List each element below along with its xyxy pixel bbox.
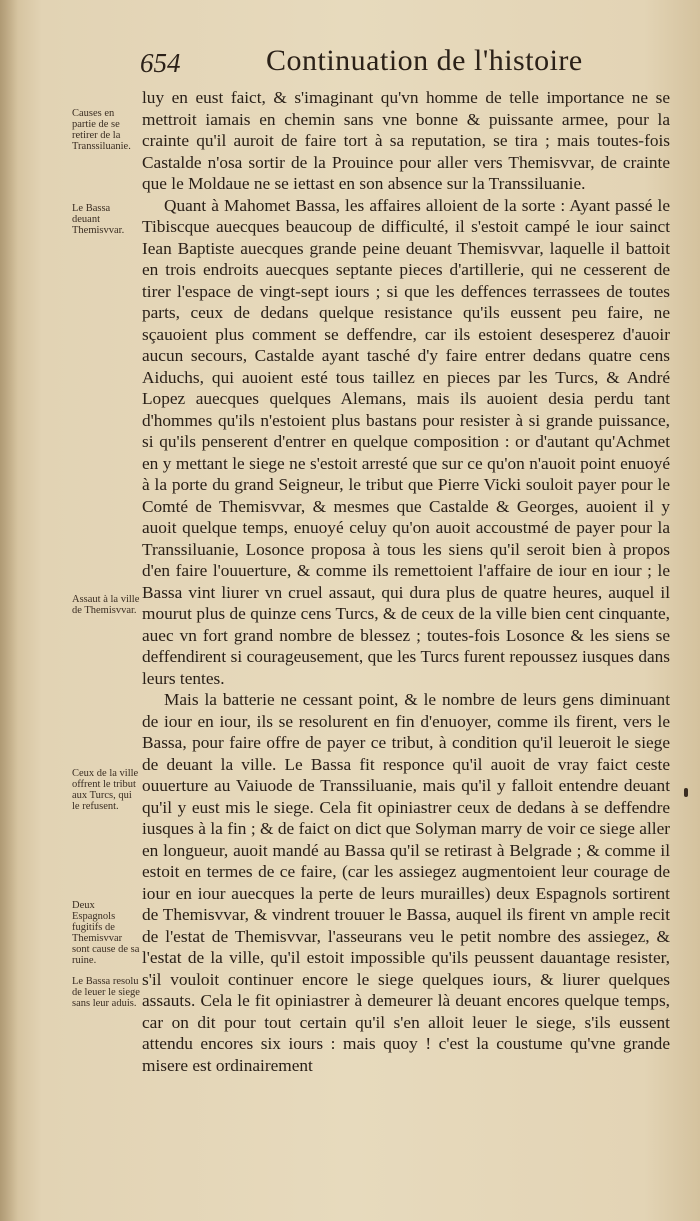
page-mark [684, 788, 688, 797]
paragraph: luy en eust faict, & s'imaginant qu'vn homme de telle importance ne se mettroit iamais en chemin sans vne bonne & puissante armee, pour la crainte qu'il auroit de faire tort à sa reputation, se tira ; mais toutes-fois Castalde n'osa sortir de la Prouince pour aller vers Themisvvar, de crainte que le Moldaue ne se iettast en son absence sur la Transsiluanie. [142, 88, 670, 193]
binding-shadow [0, 0, 18, 1221]
page-header [140, 44, 670, 86]
page-number: 654 [140, 48, 181, 78]
margin-note: Ceux de la ville offrent le tribut aux Turcs, qui le refusent. [72, 768, 139, 812]
margin-note: Deux Espagnols fugitifs de Themisvvar sont cause de sa ruine. [72, 900, 140, 966]
main-text [142, 87, 670, 1076]
margin-note: Le Bassa resolu de leuer le siege sans leur aduis. [72, 976, 140, 1009]
paragraph: Mais la batterie ne cessant point, & le nombre de leurs gens diminuant de iour en iour, ils se resolurent en fin d'enuoyer, comme ils firent, vers le Bassa, pour faire offre de payer ce tribut, à condition qu'il leueroit le siege de deuant la ville. Le Bassa fit responce qu'il auoit de vray faict ceste ouuerture au Vaiuode de Transsiluanie, mais qu'il y falloit entendre deuant qu'il y eust mis le siege. Cela fit opiniastrer ceux de dedans à se deffendre iusques à la fin ; & de faict on dict que Solyman marry de voir ce siege aller en longueur, auoit mandé au Bassa qu'il se retirast à Belgrade ; & comme il estoit en termes de ce faire, (car les assiegez augmentoient leur courage de iour en iour auecques la perte de leurs murailles) deux Espagnols sortirent de Themisvvar, & vindrent trouuer le Bassa, auquel ils firent vn ample recit de l'estat de Themisvvar, l'asseurans veu le petit nombre des assiegez, & l'estat de la ville, qu'il estoit impossible qu'ils peussent dauantage resister, s'il vouloit continuer encore le siege quelques iours, & liurer quelques assauts. Cela le fit opiniastrer à demeurer là deuant encores quelque temps, car on dit pour tout certain qu'il s'en alloit leuer le siege, s'ils eussent attendu encores six iours : mais quoy ! c'est la coustume qu'vne grande misere est ordinairement [142, 690, 670, 1075]
margin-note: Causes en partie de se retirer de la Transsiluanie. [72, 108, 131, 152]
margin-note: Le Bassa deuant Themisvvar. [72, 203, 125, 236]
margin-note: Assaut à la ville de Themisvvar. [72, 594, 140, 616]
paragraph: Quant à Mahomet Bassa, les affaires alloient de la sorte : Ayant passé le Tibiscque auecques beaucoup de difficulté, il s'estoit campé le iour sainct Iean Baptiste auecques grande peine deuant Themisvvar, laquelle il battoit en trois endroits auecques septante pieces d'artillerie, qui ne cesserent de tirer l'espace de vingt-sept iours ; si que les deffences terrassees de toutes parts, ceux de dedans quelque resistance qu'ils eussent peu faire, ne sçauoient plus comment se deffendre, car ils estoient desesperez d'auoir aucun secours, Castalde ayant tasché d'y faire entrer dedans quatre cens Aiduchs, qui auoient esté tous taillez en pieces par les Turcs, & André Lopez auecques quelques Alemans, mais ils auoient desia perdu tant d'hommes qu'ils n'estoient plus bastans pour resister à si grande puissance, si qu'ils penserent d'entrer en quelque composition : or d'autant qu'Achmet en y mettant le siege ne s'estoit arresté que sur ce qu'on n'auoit point enuoyé à la porte du grand Seigneur, le tribut que Pierre Vicki souloit payer pour le Comté de Themisvvar, & mesmes que Castalde & Georges, auoient il y auoit quelque temps, enuoyé celuy qu'on auoit accoustmé de payer pour la Transsiluanie, Losonce proposa à tous les siens qu'il seroit bien à propos d'en faire l'ouuerture, & comme ils remettoient l'affaire de iour en iour ; le Bassa vint liurer vn cruel assaut, qui dura plus de quatre heures, auquel il mourut plus de quinze cens Turcs, & de ceux de la ville bien cent cinquante, auec vn fort grand nombre de blessez ; toutes-fois Losonce & les siens se deffendirent si courageusement, que les Turcs furent repoussez iusques dans leurs tentes. [142, 195, 670, 688]
running-title: Continuation de l'histoire [266, 44, 583, 77]
